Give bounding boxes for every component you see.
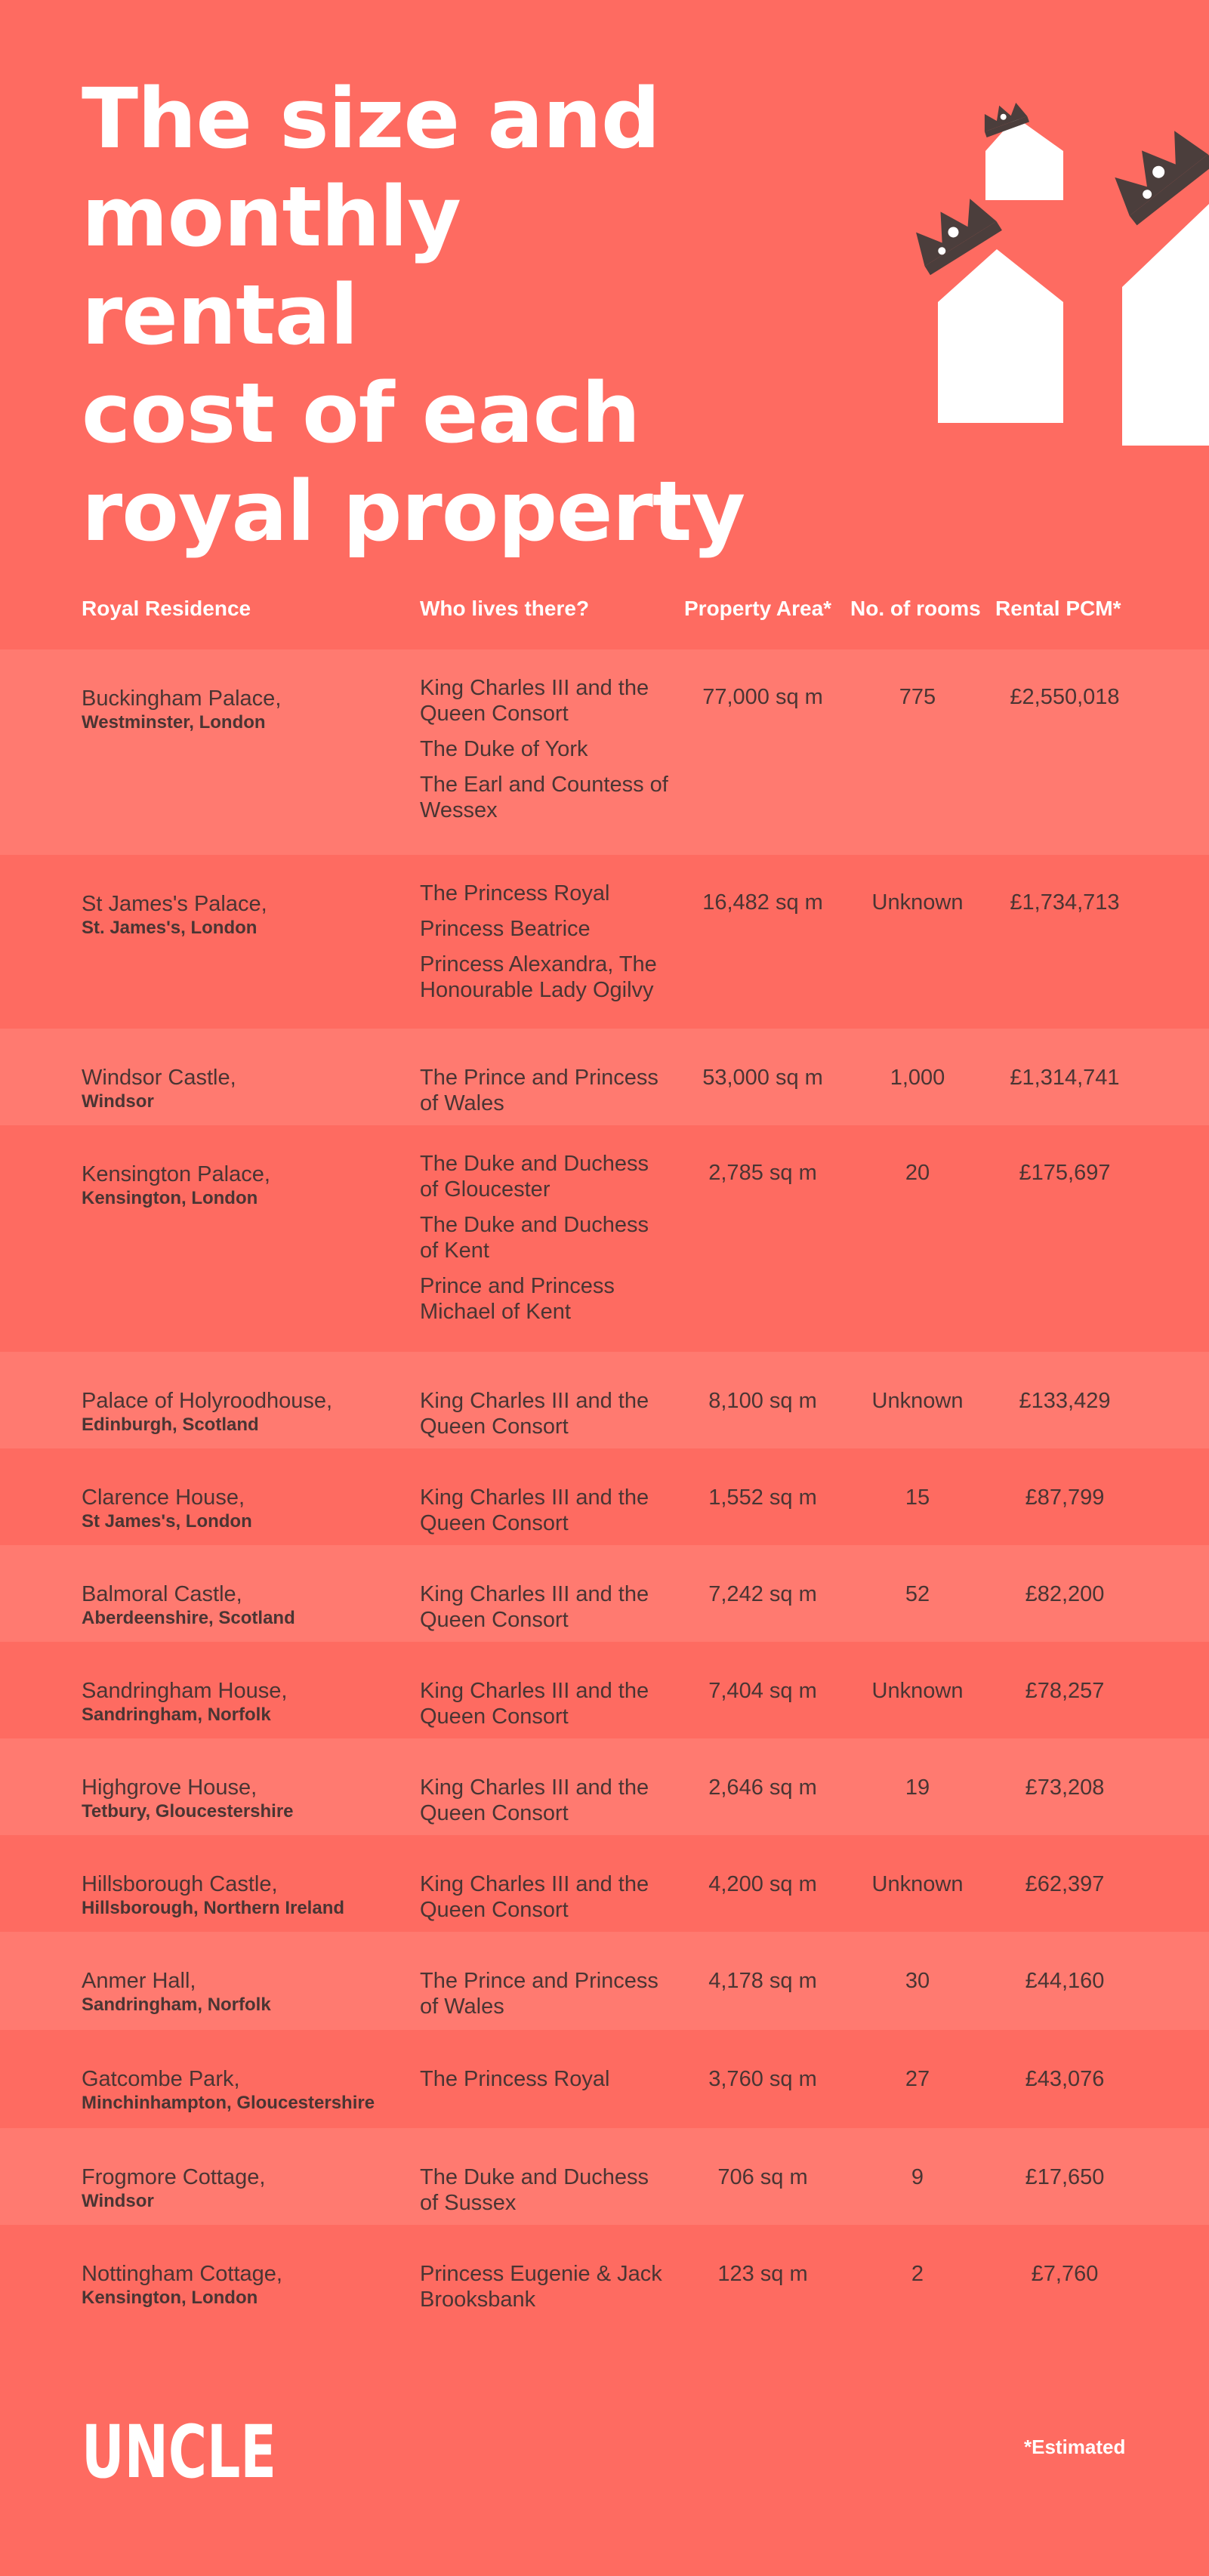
table-row [0,1448,1209,1545]
residence-location: Sandringham, Norfolk [82,1704,271,1725]
header-area: Property Area* [684,597,832,620]
residence-name: Palace of Holyroodhouse, [82,1389,333,1413]
rent-cell: £87,799 [1025,1485,1105,1510]
residence-location: Edinburgh, Scotland [82,1414,259,1435]
resident-entry: King Charles III and the Queen Consort [420,1775,649,1825]
residence-location: Windsor [82,2191,154,2211]
residents-cell [420,2066,669,2102]
rent-cell: £78,257 [1025,1679,1105,1703]
resident-entry: The Duke and Duchess of Gloucester [420,1152,649,1202]
resident-entry: King Charles III and the Queen Consort [420,1389,649,1439]
logo-text: UNCLE [82,2410,276,2494]
resident-entry: King Charles III and the Queen Consort [420,1485,649,1535]
table-row [0,1835,1209,1932]
rooms-cell: 775 [899,685,936,709]
residence-location: Tetbury, Gloucestershire [82,1801,294,1822]
rooms-cell: 1,000 [890,1066,945,1090]
crown-icon [1103,120,1209,226]
area-cell: 77,000 sq m [702,685,823,709]
table-row [0,1029,1209,1125]
residence-name: Highgrove House, [82,1775,258,1800]
resident-entry: The Duke and Duchess of Sussex [420,2165,649,2215]
area-cell: 4,178 sq m [708,1969,817,1993]
resident-entry: The Prince and Princess of Wales [420,1969,658,2019]
title-line: royal property [82,463,745,560]
residence-cell [82,1678,399,1726]
residence-name: Windsor Castle, [82,1066,236,1090]
rooms-cell: 15 [905,1485,930,1510]
residence-cell [82,686,399,734]
resident-entry: Princess Beatrice [420,917,591,941]
rent-cell: £1,734,713 [1010,890,1120,915]
rooms-cell: 27 [905,2067,930,2091]
table-row [0,855,1209,1029]
rooms-cell: 30 [905,1969,930,1993]
residence-cell [82,1581,399,1630]
residence-location: St James's, London [82,1511,252,1532]
residents-cell [420,1581,669,1643]
rooms-cell: Unknown [871,890,964,915]
area-cell: 2,785 sq m [708,1161,817,1185]
residence-location: Windsor [82,1091,154,1112]
residents-cell [420,675,669,833]
table-row [0,649,1209,855]
residents-cell [420,1485,669,1546]
residence-cell [82,1388,399,1436]
area-cell: 53,000 sq m [702,1066,823,1090]
rent-cell: £73,208 [1025,1775,1105,1800]
rent-cell: £62,397 [1025,1872,1105,1896]
residence-location: Sandringham, Norfolk [82,1994,271,2015]
area-cell: 8,100 sq m [708,1389,817,1413]
rooms-cell: 19 [905,1775,930,1800]
residence-cell [82,2066,399,2115]
residence-name: Balmoral Castle, [82,1582,242,1606]
area-cell: 4,200 sq m [708,1872,817,1896]
page-title [82,69,746,560]
rent-cell: £133,429 [1019,1389,1111,1413]
header-rent: Rental PCM* [995,597,1121,620]
table-row [0,2128,1209,2225]
residence-name: Kensington Palace, [82,1162,270,1186]
resident-entry: King Charles III and the Queen Consort [420,1679,649,1729]
table-row [0,1545,1209,1642]
residents-cell [420,1871,669,1933]
rent-cell: £44,160 [1025,1969,1105,1993]
rent-cell: £7,760 [1031,2262,1099,2286]
residence-cell [82,891,399,939]
rooms-cell: Unknown [871,1389,964,1413]
residents-cell [420,881,669,1013]
rooms-cell: Unknown [871,1872,964,1896]
rent-cell: £43,076 [1025,2067,1105,2091]
residents-cell [420,1968,669,2029]
area-cell: 123 sq m [717,2262,808,2286]
residence-cell [82,1775,399,1823]
title-line: monthly rental [82,168,461,363]
resident-entry: King Charles III and the Queen Consort [420,1582,649,1632]
residence-name: St James's Palace, [82,892,267,916]
table-row [0,2030,1209,2128]
rent-cell: £17,650 [1025,2165,1105,2189]
resident-entry: The Princess Royal [420,2067,610,2091]
table-body [0,649,1209,2323]
resident-entry: King Charles III and the Queen Consort [420,676,649,726]
resident-entry: Prince and Princess Michael of Kent [420,1274,615,1324]
rent-cell: £2,550,018 [1010,685,1120,709]
house-icon [1122,204,1209,446]
table-header [0,574,1209,649]
residence-name: Gatcombe Park, [82,2067,240,2091]
residents-cell [420,1388,669,1449]
area-cell: 2,646 sq m [708,1775,817,1800]
residence-location: St. James's, London [82,918,258,938]
header-rooms: No. of rooms [850,597,981,620]
resident-entry: The Prince and Princess of Wales [420,1066,658,1115]
residence-location: Aberdeenshire, Scotland [82,1608,295,1628]
table-row [0,1932,1209,2030]
area-cell: 16,482 sq m [702,890,823,915]
resident-entry: The Duke of York [420,737,588,761]
residents-cell [420,1678,669,1739]
houses-crowns-illustration [876,68,1209,461]
rooms-cell: 9 [911,2165,924,2189]
table-row [0,2225,1209,2323]
residence-name: Hillsborough Castle, [82,1872,278,1896]
residents-cell [420,2261,669,2322]
residence-cell [82,2164,399,2213]
area-cell: 1,552 sq m [708,1485,817,1510]
residence-name: Nottingham Cottage, [82,2262,282,2286]
residence-location: Westminster, London [82,712,266,733]
residents-cell [420,1065,669,1126]
resident-entry: The Duke and Duchess of Kent [420,1213,649,1263]
rooms-cell: 52 [905,1582,930,1606]
footnote: *Estimated [1024,2436,1126,2458]
rooms-cell: Unknown [871,1679,964,1703]
table-row [0,1738,1209,1835]
uncle-logo [82,2410,278,2494]
house-icon [938,249,1063,423]
rooms-cell: 2 [911,2262,924,2286]
residence-cell [82,1968,399,2016]
area-cell: 7,404 sq m [708,1679,817,1703]
resident-entry: The Princess Royal [420,881,610,905]
residence-location: Minchinhampton, Gloucestershire [82,2093,375,2113]
title-line: The size and [82,70,660,167]
title-line: cost of each [82,365,640,461]
residence-name: Clarence House, [82,1485,245,1510]
rent-cell: £82,200 [1025,1582,1105,1606]
residence-location: Kensington, London [82,1188,258,1208]
properties-table [0,574,1209,2323]
residence-location: Kensington, London [82,2288,258,2308]
rooms-cell: 20 [905,1161,930,1185]
rent-cell: £175,697 [1019,1161,1111,1185]
area-cell: 3,760 sq m [708,2067,817,2091]
resident-entry: King Charles III and the Queen Consort [420,1872,649,1922]
residence-cell [82,1485,399,1533]
residents-cell [420,1775,669,1836]
residents-cell [420,1151,669,1334]
rent-cell: £1,314,741 [1010,1066,1120,1090]
header-residence: Royal Residence [82,597,251,620]
residence-cell [82,1162,399,1210]
header-residents: Who lives there? [420,597,590,620]
resident-entry: Princess Eugenie & Jack Brooksbank [420,2262,662,2312]
residence-cell [82,1871,399,1920]
table-row [0,1125,1209,1352]
table-row [0,1642,1209,1738]
residence-cell [82,1065,399,1113]
residence-cell [82,2261,399,2309]
residence-name: Frogmore Cottage, [82,2165,266,2189]
residence-name: Sandringham House, [82,1679,288,1703]
table-row [0,1352,1209,1448]
area-cell: 706 sq m [717,2165,808,2189]
residents-cell [420,2164,669,2226]
residence-name: Anmer Hall, [82,1969,196,1993]
resident-entry: Princess Alexandra, The Honourable Lady Ogilvy [420,952,657,1002]
area-cell: 7,242 sq m [708,1582,817,1606]
residence-name: Buckingham Palace, [82,686,282,711]
resident-entry: The Earl and Countess of Wessex [420,773,668,822]
residence-location: Hillsborough, Northern Ireland [82,1898,345,1918]
